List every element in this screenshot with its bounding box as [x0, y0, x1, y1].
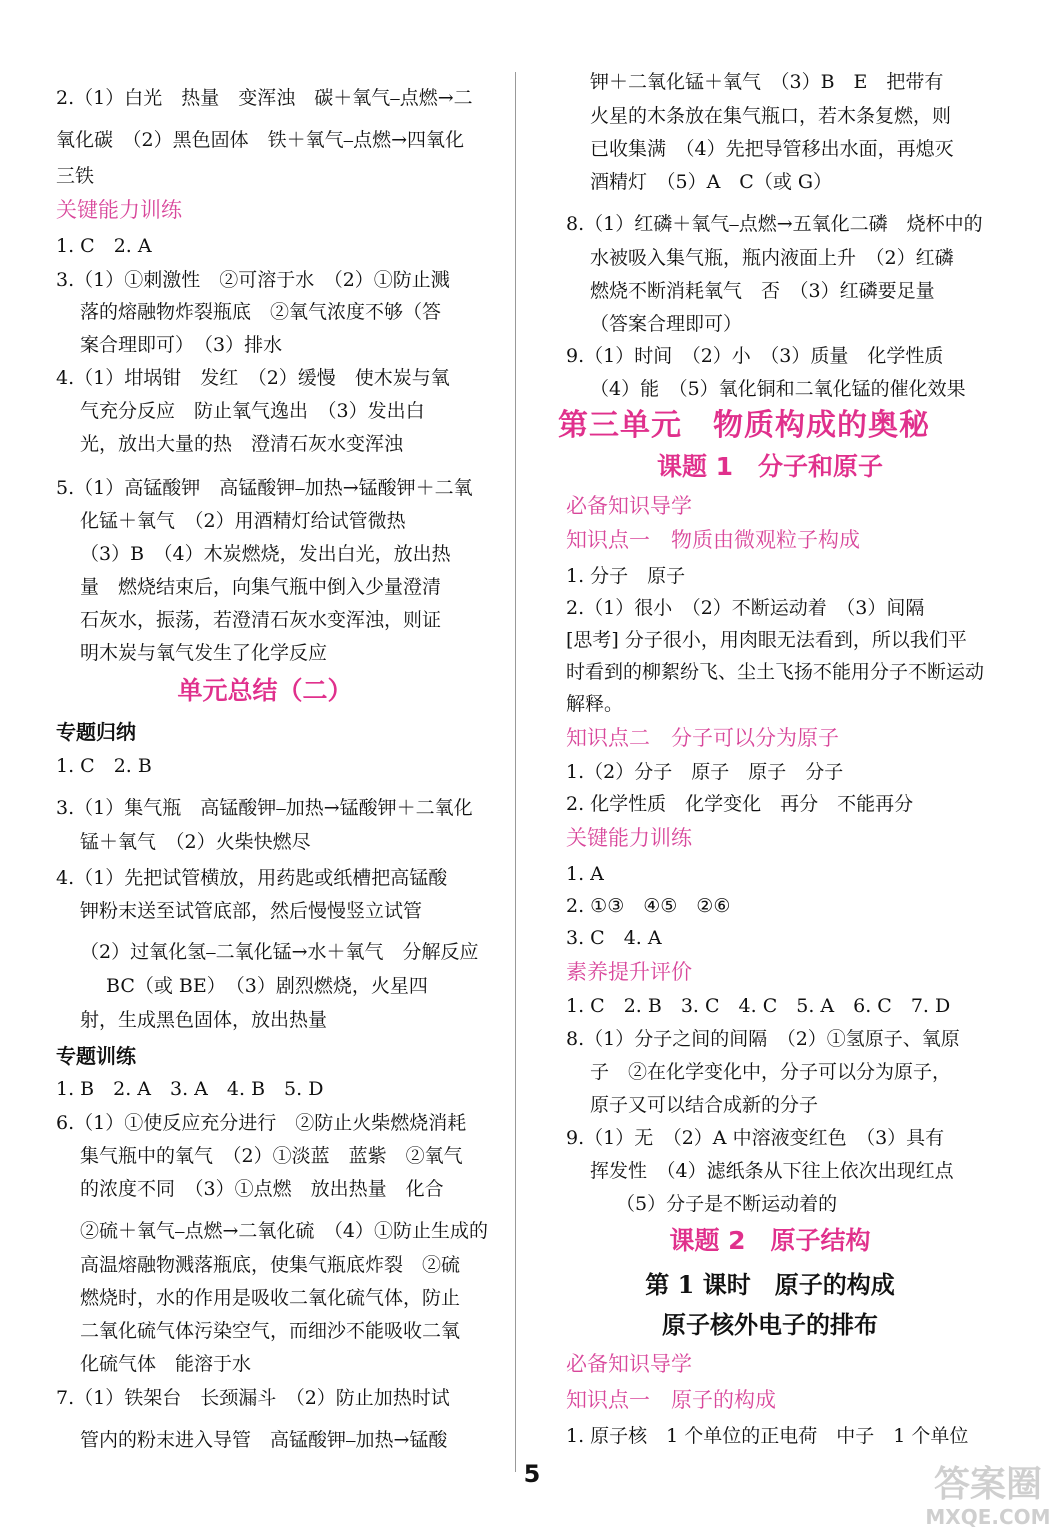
- text-line: 量 燃烧结束后，向集气瓶中倒入少量澄清: [80, 576, 442, 598]
- text-line: 2.（1）很小 （2）不断运动着 （3）间隔: [566, 597, 925, 619]
- text-line: 1.（2）分子 原子 原子 分子: [566, 761, 844, 783]
- text-line: 燃烧不断消耗氧气 否 （3）红磷要足量: [590, 280, 935, 302]
- section-heading: 专题归纳: [56, 720, 136, 744]
- page-number: 5: [523, 1460, 541, 1488]
- text-line: 原子又可以结合成新的分子: [590, 1094, 819, 1116]
- knowledge-point-heading: 知识点一 物质由微观粒子构成: [566, 528, 860, 552]
- section-heading: 关键能力训练: [56, 198, 182, 222]
- section-heading: 必备知识导学: [566, 494, 692, 518]
- text-line: 落的熔融物炸裂瓶底 ②氧气浓度不够（答: [80, 301, 442, 323]
- text-line: ②硫＋氧气⎯点燃→二氧化硫 （4）①防止生成的: [80, 1220, 489, 1242]
- text-line: 5.（1）高锰酸钾 高锰酸钾⎯加热→锰酸钾＋二氧: [56, 477, 473, 499]
- text-line: 2. ①③ ④⑤ ②⑥: [566, 895, 731, 917]
- text-line: 三铁: [56, 165, 95, 187]
- text-line: 子 ②在化学变化中，分子可以分为原子，: [590, 1061, 952, 1083]
- text-line: 化硫气体 能溶于水: [80, 1353, 252, 1375]
- lesson-title: 课题 1 分子和原子: [656, 452, 884, 481]
- text-line: 管内的粉末进入导管 高锰酸钾⎯加热→锰酸: [80, 1429, 448, 1451]
- text-line: 案合理即可） （3）排水: [80, 334, 283, 356]
- text-line: 9.（1）时间 （2）小 （3）质量 化学性质: [566, 345, 944, 367]
- text-line: 3.（1）集气瓶 高锰酸钾⎯加热→锰酸钾＋二氧化: [56, 797, 473, 819]
- lesson-period-title: 第 1 课时 原子的构成: [645, 1270, 895, 1299]
- text-line: 1. 分子 原子: [566, 565, 686, 587]
- section-heading: 关键能力训练: [566, 826, 692, 850]
- text-line: 钾＋二氧化锰＋氧气 （3）B E 把带有: [590, 71, 944, 93]
- text-line: （答案合理即可）: [590, 313, 743, 335]
- text-line: 二氧化硫气体污染空气，而细沙不能吸收二氧: [80, 1320, 461, 1342]
- text-line: 1. C 2. B: [56, 755, 152, 777]
- text-line: BC（或 BE） （3）剧烈燃烧，火星四: [106, 975, 428, 997]
- column-divider: [515, 72, 516, 1472]
- text-line: 2.（1）白光 热量 变浑浊 碳＋氧气⎯点燃→二: [56, 87, 473, 109]
- text-line: 8.（1）红磷＋氧气⎯点燃→五氧化二磷 烧杯中的: [566, 213, 983, 235]
- text-line: 氧化碳 （2）黑色固体 铁＋氧气⎯点燃→四氧化: [56, 129, 465, 151]
- text-line: 石灰水，振荡，若澄清石灰水变浑浊，则证: [80, 609, 442, 631]
- text-line: 光，放出大量的热 澄清石灰水变浑浊: [80, 433, 404, 455]
- text-line: 4.（1）坩埚钳 发红 （2）缓慢 使木炭与氧: [56, 367, 450, 389]
- section-heading: 专题训练: [56, 1044, 136, 1068]
- watermark-main: 答案圈: [933, 1464, 1043, 1505]
- text-line: 高温熔融物溅落瓶底，使集气瓶底炸裂 ②硫: [80, 1254, 461, 1276]
- text-line: 解释。: [566, 693, 624, 715]
- lesson-title: 课题 2 原子结构: [669, 1226, 871, 1255]
- text-line: （2）过氧化氢⎯二氧化锰→水＋氧气 分解反应: [80, 941, 479, 963]
- text-line: 3.（1）①刺激性 ②可溶于水 （2）①防止溅: [56, 269, 450, 291]
- text-line: 燃烧时，水的作用是吸收二氧化硫气体，防止: [80, 1287, 461, 1309]
- section-heading: 必备知识导学: [566, 1352, 692, 1376]
- knowledge-point-heading: 知识点二 分子可以分为原子: [566, 726, 839, 750]
- text-line: 1. C 2. B 3. C 4. C 5. A 6. C 7. D: [566, 995, 951, 1017]
- text-line: 2. 化学性质 化学变化 再分 不能再分: [566, 793, 914, 815]
- text-line: 6.（1）①使反应充分进行 ②防止火柴燃烧消耗: [56, 1112, 467, 1134]
- text-line: 已收集满 （4）先把导管移出水面，再熄灭: [590, 138, 954, 160]
- text-line: 化锰＋氧气 （2）用酒精灯给试管微热: [80, 510, 406, 532]
- text-line: 挥发性 （4）滤纸条从下往上依次出现红点: [590, 1160, 954, 1182]
- text-line: 9.（1）无 （2）A 中溶液变红色 （3）具有: [566, 1127, 945, 1149]
- text-line: 的浓度不同 （3）①点燃 放出热量 化合: [80, 1178, 444, 1200]
- text-line: 锰＋氧气 （2）火柴快燃尽: [80, 831, 311, 853]
- text-line: （3）B （4）木炭燃烧，发出白光，放出热: [80, 543, 451, 565]
- text-line: 8.（1）分子之间的间隔 （2）①氢原子、氧原: [566, 1028, 960, 1050]
- text-line: 水被吸入集气瓶，瓶内液面上升 （2）红磷: [590, 247, 954, 269]
- text-line: 7.（1）铁架台 长颈漏斗 （2）防止加热时试: [56, 1387, 450, 1409]
- text-line: 时看到的柳絮纷飞、尘土飞扬不能用分子不断运动: [566, 661, 985, 683]
- text-line: 3. C 4. A: [566, 927, 662, 949]
- text-line: 1. C 2. A: [56, 235, 152, 257]
- text-line: 钾粉末送至试管底部，然后慢慢竖立试管: [80, 900, 423, 922]
- text-line: 1. B 2. A 3. A 4. B 5. D: [56, 1078, 324, 1100]
- text-line: 酒精灯 （5）A C（或 G）: [590, 171, 833, 193]
- text-line: 气充分反应 防止氧气逸出 （3）发出白: [80, 400, 425, 422]
- text-line: 1. 原子核 1 个单位的正电荷 中子 1 个单位: [566, 1425, 969, 1447]
- text-line: 射，生成黑色固体，放出热量: [80, 1009, 328, 1031]
- section-heading: 素养提升评价: [566, 960, 692, 984]
- text-line: 4.（1）先把试管横放，用药匙或纸槽把高锰酸: [56, 867, 448, 889]
- watermark-url: MXQE.COM: [925, 1505, 1051, 1529]
- unit-summary-title: 单元总结（二）: [177, 676, 353, 705]
- text-line: （5）分子是不断运动着的: [616, 1193, 838, 1215]
- lesson-period-subtitle: 原子核外电子的排布: [662, 1310, 878, 1339]
- text-line: 火星的木条放在集气瓶口，若木条复燃，则: [590, 105, 952, 127]
- watermark-logo: [918, 1454, 1058, 1532]
- knowledge-point-heading: 知识点一 原子的构成: [566, 1388, 776, 1412]
- text-line: （4）能 （5）氧化铜和二氧化锰的催化效果: [590, 378, 966, 400]
- text-line: 集气瓶中的氧气 （2）①淡蓝 蓝紫 ②氧气: [80, 1145, 463, 1167]
- text-line: [思考] 分子很小，用肉眼无法看到，所以我们平: [566, 629, 967, 651]
- text-line: 明木炭与氧气发生了化学反应: [80, 642, 328, 664]
- unit-title: 第三单元 物质构成的奥秘: [558, 408, 930, 443]
- text-line: 1. A: [566, 863, 604, 885]
